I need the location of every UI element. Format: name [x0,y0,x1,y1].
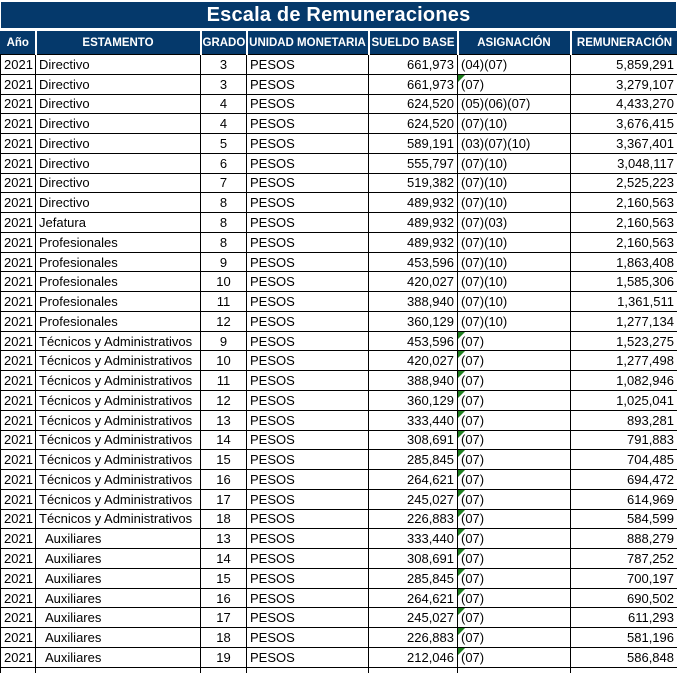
cell-empty [201,667,247,673]
cell-grado[interactable]: 12 [201,391,247,411]
cell-ano[interactable]: 2021 [1,94,36,114]
table-row [1,588,677,608]
cell-grado[interactable]: 8 [201,213,247,233]
cell-ano[interactable]: 2021 [1,292,36,312]
cell-grado[interactable]: 18 [201,628,247,648]
table-row [1,94,677,114]
cell-sueldo[interactable]: 519,382 [369,173,458,193]
cell-asignacion[interactable]: (07)(10) [458,252,571,272]
table-row [1,371,677,391]
cell-asignacion-flagged[interactable]: (07) [458,588,571,608]
cell-unidad[interactable]: PESOS [247,173,369,193]
cell-estamento[interactable]: Directivo [36,94,201,114]
cell-grado[interactable]: 17 [201,489,247,509]
cell-asignacion-flagged[interactable]: (07) [458,529,571,549]
cell-asignacion-flagged[interactable]: (07) [458,450,571,470]
cell-grado[interactable]: 16 [201,470,247,490]
cell-grado[interactable]: 4 [201,94,247,114]
cell-remuneracion[interactable]: 2,160,563 [571,213,677,233]
partial-row [1,667,677,673]
cell-sueldo[interactable]: 285,845 [369,568,458,588]
cell-remuneracion[interactable]: 1,277,134 [571,311,677,331]
cell-sueldo[interactable]: 555,797 [369,153,458,173]
cell-remuneracion[interactable]: 1,082,946 [571,371,677,391]
column-header-remuneracion[interactable]: REMUNERACIÓN [571,31,677,55]
cell-unidad[interactable]: PESOS [247,489,369,509]
cell-remuneracion[interactable]: 581,196 [571,628,677,648]
column-header-grado[interactable]: GRADO [201,31,247,55]
cell-sueldo[interactable]: 264,621 [369,588,458,608]
cell-unidad[interactable]: PESOS [247,371,369,391]
cell-remuneracion[interactable]: 3,676,415 [571,114,677,134]
cell-estamento[interactable]: Técnicos y Administrativos [36,410,201,430]
cell-unidad[interactable]: PESOS [247,292,369,312]
cell-sueldo[interactable]: 226,883 [369,509,458,529]
cell-sueldo[interactable]: 333,440 [369,410,458,430]
table-row [1,252,677,272]
cell-estamento[interactable]: Técnicos y Administrativos [36,371,201,391]
cell-sueldo[interactable]: 420,027 [369,272,458,292]
cell-estamento[interactable]: Técnicos y Administrativos [36,509,201,529]
cell-ano[interactable]: 2021 [1,252,36,272]
table-row [1,450,677,470]
cell-unidad[interactable]: PESOS [247,450,369,470]
cell-remuneracion[interactable]: 1,523,275 [571,331,677,351]
cell-estamento[interactable]: Auxiliares [36,568,201,588]
cell-ano[interactable]: 2021 [1,509,36,529]
cell-ano[interactable]: 2021 [1,114,36,134]
cell-unidad[interactable]: PESOS [247,55,369,75]
cell-asignacion-flagged[interactable]: (07) [458,410,571,430]
cell-asignacion-flagged[interactable]: (07) [458,549,571,569]
cell-ano[interactable]: 2021 [1,134,36,154]
cell-ano[interactable]: 2021 [1,232,36,252]
cell-sueldo[interactable]: 624,520 [369,94,458,114]
cell-grado[interactable]: 12 [201,311,247,331]
cell-estamento[interactable]: Profesionales [36,232,201,252]
cell-ano[interactable]: 2021 [1,470,36,490]
cell-estamento[interactable]: Técnicos y Administrativos [36,450,201,470]
cell-sueldo[interactable]: 212,046 [369,647,458,667]
cell-ano[interactable]: 2021 [1,450,36,470]
cell-remuneracion[interactable]: 4,433,270 [571,94,677,114]
cell-remuneracion[interactable]: 700,197 [571,568,677,588]
cell-estamento[interactable]: Profesionales [36,272,201,292]
table-row [1,529,677,549]
cell-ano[interactable]: 2021 [1,529,36,549]
cell-remuneracion[interactable]: 1,863,408 [571,252,677,272]
cell-grado[interactable]: 15 [201,568,247,588]
cell-grado[interactable]: 5 [201,134,247,154]
cell-empty [458,667,571,673]
cell-sueldo[interactable]: 489,932 [369,213,458,233]
cell-remuneracion[interactable]: 3,048,117 [571,153,677,173]
cell-estamento[interactable]: Técnicos y Administrativos [36,430,201,450]
cell-asignacion-flagged[interactable]: (07) [458,351,571,371]
cell-estamento[interactable]: Directivo [36,173,201,193]
cell-asignacion[interactable]: (07)(10) [458,114,571,134]
table-row [1,509,677,529]
cell-grado[interactable]: 8 [201,232,247,252]
cell-asignacion[interactable]: (07)(10) [458,193,571,213]
cell-estamento[interactable]: Profesionales [36,252,201,272]
cell-asignacion[interactable]: (03)(07)(10) [458,134,571,154]
cell-remuneracion[interactable]: 1,277,498 [571,351,677,371]
cell-ano[interactable]: 2021 [1,213,36,233]
cell-asignacion-flagged[interactable]: (07) [458,371,571,391]
cell-ano[interactable]: 2021 [1,371,36,391]
cell-unidad[interactable]: PESOS [247,94,369,114]
cell-estamento[interactable]: Auxiliares [36,588,201,608]
table-row [1,568,677,588]
cell-remuneracion[interactable]: 3,279,107 [571,74,677,94]
cell-sueldo[interactable]: 245,027 [369,608,458,628]
cell-ano[interactable]: 2021 [1,410,36,430]
cell-estamento[interactable]: Técnicos y Administrativos [36,470,201,490]
cell-remuneracion[interactable]: 3,367,401 [571,134,677,154]
cell-asignacion[interactable]: (07)(10) [458,232,571,252]
cell-remuneracion[interactable]: 614,969 [571,489,677,509]
cell-empty [36,667,201,673]
cell-estamento[interactable]: Auxiliares [36,628,201,648]
cell-grado[interactable]: 10 [201,351,247,371]
cell-asignacion-flagged[interactable]: (07) [458,74,571,94]
cell-unidad[interactable]: PESOS [247,588,369,608]
cell-grado[interactable]: 14 [201,430,247,450]
cell-remuneracion[interactable]: 586,848 [571,647,677,667]
cell-sueldo[interactable]: 589,191 [369,134,458,154]
cell-asignacion-flagged[interactable]: (07) [458,489,571,509]
page-title: Escala de Remuneraciones [1,2,676,28]
cell-estamento[interactable]: Técnicos y Administrativos [36,331,201,351]
cell-asignacion-flagged[interactable]: (07) [458,331,571,351]
cell-unidad[interactable]: PESOS [247,272,369,292]
cell-estamento[interactable]: Jefatura [36,213,201,233]
cell-grado[interactable]: 3 [201,55,247,75]
cell-asignacion[interactable]: (07)(03) [458,213,571,233]
cell-empty [247,667,369,673]
cell-empty [369,667,458,673]
cell-empty [1,667,36,673]
table-row [1,74,677,94]
cell-asignacion[interactable]: (05)(06)(07) [458,94,571,114]
cell-estamento[interactable]: Auxiliares [36,529,201,549]
header-row [1,31,677,55]
cell-remuneracion[interactable]: 584,599 [571,509,677,529]
cell-sueldo[interactable]: 489,932 [369,193,458,213]
cell-ano[interactable]: 2021 [1,193,36,213]
table-row [1,391,677,411]
cell-sueldo[interactable]: 661,973 [369,74,458,94]
cell-unidad[interactable]: PESOS [247,193,369,213]
cell-asignacion[interactable]: (07)(10) [458,292,571,312]
cell-remuneracion[interactable]: 1,025,041 [571,391,677,411]
cell-grado[interactable]: 14 [201,549,247,569]
cell-ano[interactable]: 2021 [1,647,36,667]
cell-remuneracion[interactable]: 787,252 [571,549,677,569]
cell-unidad[interactable]: PESOS [247,628,369,648]
cell-grado[interactable]: 3 [201,74,247,94]
cell-estamento[interactable]: Profesionales [36,311,201,331]
cell-grado[interactable]: 19 [201,647,247,667]
cell-unidad[interactable]: PESOS [247,647,369,667]
cell-ano[interactable]: 2021 [1,549,36,569]
cell-unidad[interactable]: PESOS [247,331,369,351]
cell-asignacion[interactable]: (04)(07) [458,55,571,75]
cell-asignacion[interactable]: (07)(10) [458,173,571,193]
cell-unidad[interactable]: PESOS [247,311,369,331]
cell-sueldo[interactable]: 285,845 [369,450,458,470]
cell-estamento[interactable]: Profesionales [36,292,201,312]
cell-estamento[interactable]: Auxiliares [36,608,201,628]
cell-grado[interactable]: 13 [201,529,247,549]
cell-ano[interactable]: 2021 [1,568,36,588]
cell-remuneracion[interactable]: 704,485 [571,450,677,470]
cell-unidad[interactable]: PESOS [247,470,369,490]
cell-asignacion-flagged[interactable]: (07) [458,628,571,648]
table-body [1,55,677,673]
cell-asignacion[interactable]: (07)(10) [458,153,571,173]
cell-grado[interactable]: 7 [201,173,247,193]
column-header-unidad[interactable]: UNIDAD MONETARIA [247,31,369,55]
cell-estamento[interactable]: Directivo [36,114,201,134]
cell-estamento[interactable]: Auxiliares [36,549,201,569]
cell-grado[interactable]: 17 [201,608,247,628]
table-row [1,232,677,252]
cell-estamento[interactable]: Directivo [36,134,201,154]
cell-estamento[interactable]: Auxiliares [36,647,201,667]
table-row [1,331,677,351]
cell-sueldo[interactable]: 624,520 [369,114,458,134]
table-row [1,55,677,75]
table-row [1,549,677,569]
table-row [1,647,677,667]
cell-asignacion-flagged[interactable]: (07) [458,608,571,628]
cell-ano[interactable]: 2021 [1,430,36,450]
cell-sueldo[interactable]: 489,932 [369,232,458,252]
cell-unidad[interactable]: PESOS [247,608,369,628]
table-row [1,292,677,312]
cell-remuneracion[interactable]: 2,160,563 [571,193,677,213]
cell-sueldo[interactable]: 308,691 [369,430,458,450]
cell-ano[interactable]: 2021 [1,173,36,193]
table-row [1,351,677,371]
cell-asignacion[interactable]: (07)(10) [458,272,571,292]
cell-sueldo[interactable]: 661,973 [369,55,458,75]
cell-unidad[interactable]: PESOS [247,410,369,430]
cell-remuneracion[interactable]: 893,281 [571,410,677,430]
cell-unidad[interactable]: PESOS [247,114,369,134]
cell-unidad[interactable]: PESOS [247,153,369,173]
cell-ano[interactable]: 2021 [1,391,36,411]
cell-asignacion-flagged[interactable]: (07) [458,470,571,490]
cell-asignacion-flagged[interactable]: (07) [458,647,571,667]
cell-remuneracion[interactable]: 690,502 [571,588,677,608]
cell-ano[interactable]: 2021 [1,153,36,173]
table-row [1,410,677,430]
cell-asignacion-flagged[interactable]: (07) [458,430,571,450]
cell-unidad[interactable]: PESOS [247,568,369,588]
cell-estamento[interactable]: Directivo [36,153,201,173]
cell-remuneracion[interactable]: 694,472 [571,470,677,490]
cell-remuneracion[interactable]: 888,279 [571,529,677,549]
cell-asignacion[interactable]: (07)(10) [458,311,571,331]
cell-remuneracion[interactable]: 5,859,291 [571,55,677,75]
cell-remuneracion[interactable]: 1,361,511 [571,292,677,312]
table-row [1,153,677,173]
cell-unidad[interactable]: PESOS [247,509,369,529]
cell-sueldo[interactable]: 388,940 [369,371,458,391]
cell-estamento[interactable]: Técnicos y Administrativos [36,391,201,411]
column-header-estamento[interactable]: ESTAMENTO [36,31,201,55]
cell-sueldo[interactable]: 453,596 [369,331,458,351]
table-row [1,470,677,490]
cell-ano[interactable]: 2021 [1,311,36,331]
table-row [1,628,677,648]
table-row [1,114,677,134]
cell-grado[interactable]: 10 [201,272,247,292]
cell-sueldo[interactable]: 360,129 [369,311,458,331]
cell-estamento[interactable]: Técnicos y Administrativos [36,489,201,509]
cell-grado[interactable]: 18 [201,509,247,529]
cell-sueldo[interactable]: 264,621 [369,470,458,490]
cell-ano[interactable]: 2021 [1,628,36,648]
cell-ano[interactable]: 2021 [1,55,36,75]
cell-grado[interactable]: 8 [201,193,247,213]
column-header-asignacion[interactable]: ASIGNACIÓN [458,31,571,55]
cell-empty [571,667,677,673]
cell-remuneracion[interactable]: 2,525,223 [571,173,677,193]
remuneraciones-table [0,31,677,673]
table-row [1,430,677,450]
cell-estamento[interactable]: Directivo [36,193,201,213]
cell-grado[interactable]: 6 [201,153,247,173]
cell-asignacion-flagged[interactable]: (07) [458,391,571,411]
table-row [1,608,677,628]
cell-ano[interactable]: 2021 [1,608,36,628]
column-header-ano[interactable]: Año [1,31,36,55]
cell-estamento[interactable]: Técnicos y Administrativos [36,351,201,371]
cell-sueldo[interactable]: 333,440 [369,529,458,549]
cell-sueldo[interactable]: 226,883 [369,628,458,648]
cell-grado[interactable]: 11 [201,371,247,391]
cell-unidad[interactable]: PESOS [247,134,369,154]
cell-unidad[interactable]: PESOS [247,74,369,94]
table-row [1,173,677,193]
cell-remuneracion[interactable]: 2,160,563 [571,232,677,252]
cell-grado[interactable]: 15 [201,450,247,470]
cell-unidad[interactable]: PESOS [247,252,369,272]
cell-grado[interactable]: 9 [201,331,247,351]
cell-ano[interactable]: 2021 [1,351,36,371]
cell-grado[interactable]: 11 [201,292,247,312]
cell-ano[interactable]: 2021 [1,331,36,351]
cell-grado[interactable]: 9 [201,252,247,272]
cell-asignacion-flagged[interactable]: (07) [458,568,571,588]
cell-remuneracion[interactable]: 611,293 [571,608,677,628]
cell-unidad[interactable]: PESOS [247,549,369,569]
cell-asignacion-flagged[interactable]: (07) [458,509,571,529]
cell-ano[interactable]: 2021 [1,74,36,94]
cell-grado[interactable]: 16 [201,588,247,608]
cell-sueldo[interactable]: 420,027 [369,351,458,371]
cell-sueldo[interactable]: 245,027 [369,489,458,509]
cell-remuneracion[interactable]: 791,883 [571,430,677,450]
cell-unidad[interactable]: PESOS [247,232,369,252]
cell-sueldo[interactable]: 453,596 [369,252,458,272]
cell-unidad[interactable]: PESOS [247,213,369,233]
cell-remuneracion[interactable]: 1,585,306 [571,272,677,292]
cell-grado[interactable]: 4 [201,114,247,134]
cell-estamento[interactable]: Directivo [36,55,201,75]
table-row [1,272,677,292]
cell-ano[interactable]: 2021 [1,588,36,608]
column-header-sueldo[interactable]: SUELDO BASE [369,31,458,55]
cell-ano[interactable]: 2021 [1,489,36,509]
cell-unidad[interactable]: PESOS [247,529,369,549]
cell-ano[interactable]: 2021 [1,272,36,292]
cell-unidad[interactable]: PESOS [247,430,369,450]
cell-unidad[interactable]: PESOS [247,391,369,411]
cell-sueldo[interactable]: 388,940 [369,292,458,312]
cell-estamento[interactable]: Directivo [36,74,201,94]
cell-grado[interactable]: 13 [201,410,247,430]
table-row [1,489,677,509]
table-row [1,193,677,213]
table-row [1,213,677,233]
cell-unidad[interactable]: PESOS [247,351,369,371]
cell-sueldo[interactable]: 360,129 [369,391,458,411]
table-row [1,134,677,154]
table-row [1,311,677,331]
cell-sueldo[interactable]: 308,691 [369,549,458,569]
